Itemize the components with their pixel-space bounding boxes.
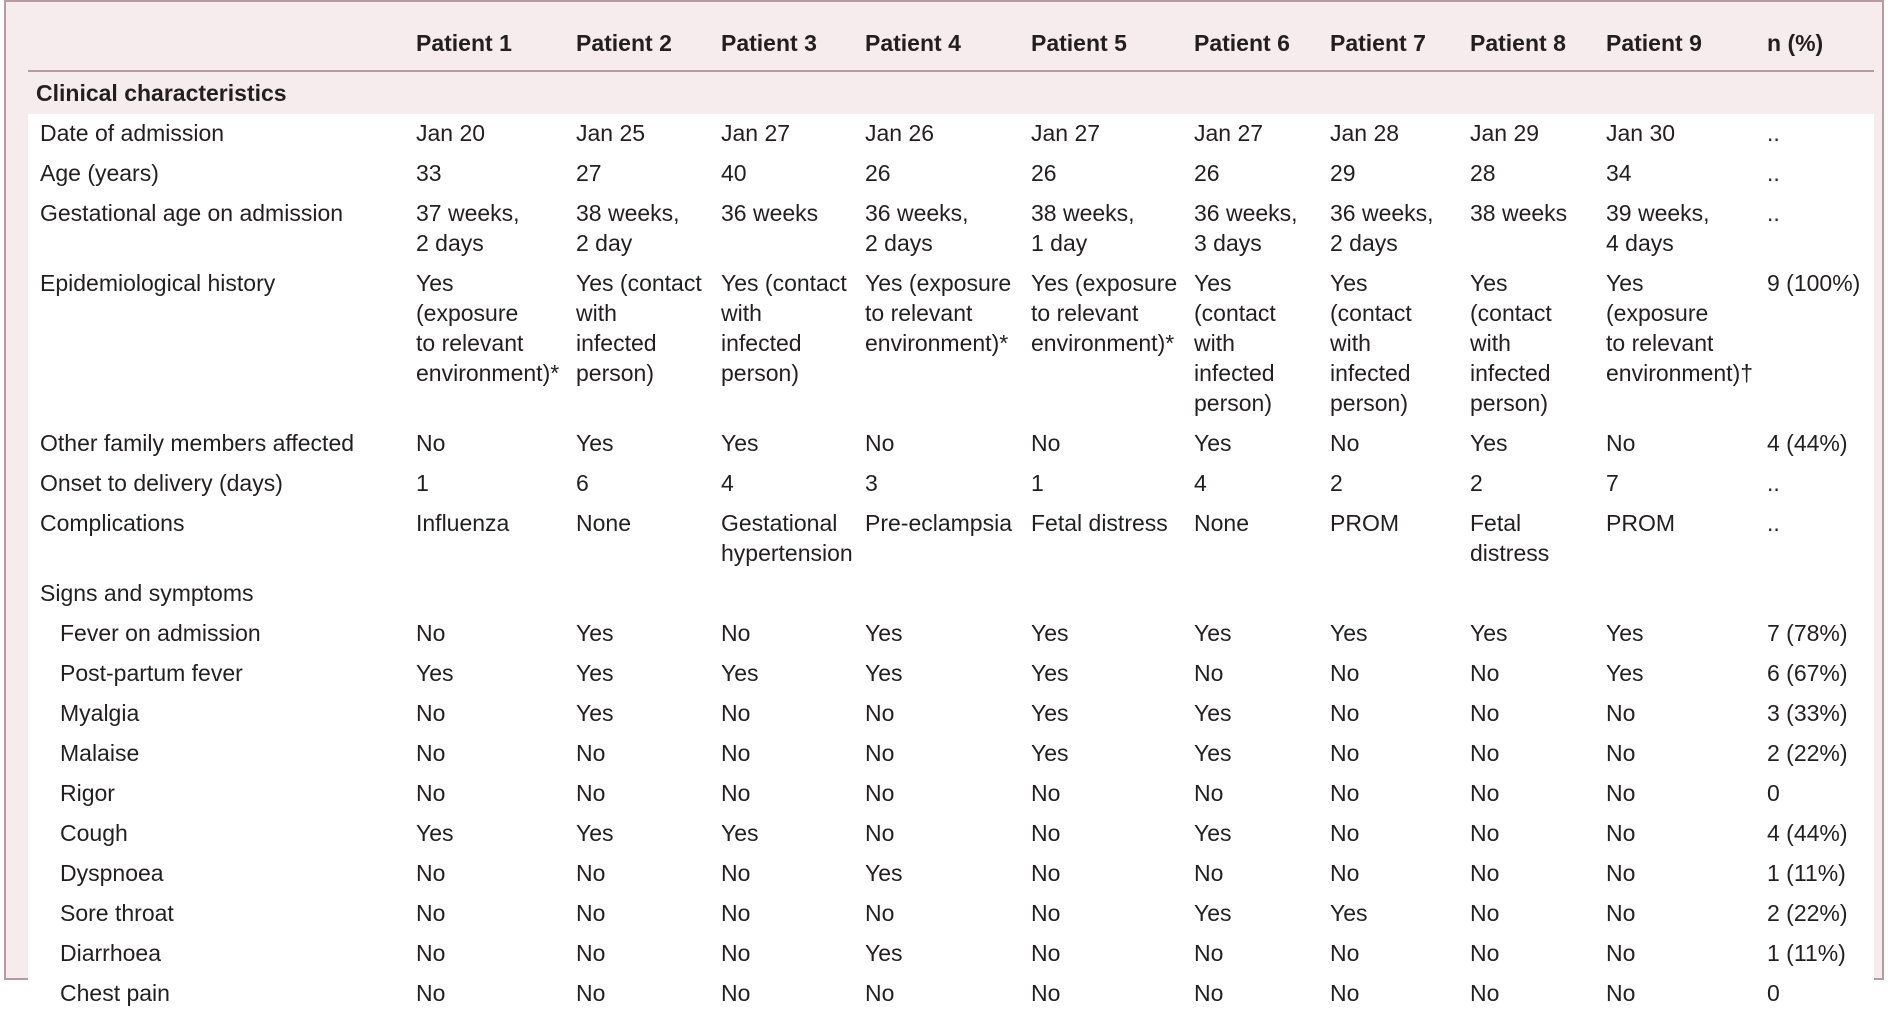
column-header: Patient 6 [1186,16,1322,71]
row-label: Other family members affected [28,424,408,464]
table-cell: 3 (33%) [1759,694,1874,734]
table-cell: No [568,974,713,1014]
column-header: Patient 4 [857,16,1023,71]
table-cell: No [1023,854,1186,894]
table-cell: 38 weeks [1462,194,1598,264]
table-cell: 37 weeks, 2 days [408,194,568,264]
table-cell: 2 (22%) [1759,734,1874,774]
table-cell: 1 [1023,464,1186,504]
table-cell: 36 weeks [713,194,857,264]
table-cell [1322,574,1462,614]
table-cell: No [713,734,857,774]
table-cell: 29 [1322,154,1462,194]
row-label: Post-partum fever [28,654,408,694]
table-cell: 4 (44%) [1759,424,1874,464]
table-cell: 6 (67%) [1759,654,1874,694]
table-cell: Yes [1186,814,1322,854]
table-cell: No [857,814,1023,854]
table-cell: No [713,934,857,974]
table-cell: No [1598,424,1759,464]
table-cell: 7 [1598,464,1759,504]
table-cell: Yes [713,424,857,464]
table-cell: Pre-eclampsia [857,504,1023,574]
table-cell: Jan 30 [1598,114,1759,154]
table-cell: No [1462,774,1598,814]
table-cell: No [713,774,857,814]
table-cell: 26 [1023,154,1186,194]
table-cell: No [1322,934,1462,974]
table-cell: Yes [1023,614,1186,654]
table-cell: Jan 29 [1462,114,1598,154]
table-cell: No [1598,814,1759,854]
table-row [28,194,1874,264]
row-label: Fever on admission [28,614,408,654]
table-cell: Yes (contact with infected person) [1462,264,1598,424]
column-header: Patient 8 [1462,16,1598,71]
table-row [28,934,1874,974]
table-cell: No [568,894,713,934]
row-label: Onset to delivery (days) [28,464,408,504]
column-header: Patient 2 [568,16,713,71]
column-header: Patient 9 [1598,16,1759,71]
table-cell: No [1023,894,1186,934]
column-header: n (%) [1759,16,1874,71]
table-cell: No [713,614,857,654]
column-header: Patient 3 [713,16,857,71]
table-cell: No [408,854,568,894]
table-cell: No [857,774,1023,814]
table-cell: Yes [1462,614,1598,654]
table-cell: No [857,974,1023,1014]
table-row [28,114,1874,154]
table-cell: No [408,774,568,814]
row-label: Chest pain [28,974,408,1014]
table-row [28,774,1874,814]
table-cell: Yes [568,654,713,694]
table-page [4,0,1884,1006]
table-cell: No [857,734,1023,774]
table-cell: Yes (exposure to relevant environment)* [408,264,568,424]
row-label: Sore throat [28,894,408,934]
table-cell: Yes [1186,894,1322,934]
section-row [28,71,1874,114]
table-cell: No [568,854,713,894]
table-cell: No [1322,734,1462,774]
table-cell: Yes [408,654,568,694]
table-cell: 4 [713,464,857,504]
table-cell: Fetal distress [1023,504,1186,574]
table-cell [1462,574,1598,614]
table-cell: Jan 26 [857,114,1023,154]
column-header: Patient 1 [408,16,568,71]
table-row [28,614,1874,654]
table-cell: Yes [1322,894,1462,934]
table-cell: No [1462,814,1598,854]
table-cell: 39 weeks, 4 days [1598,194,1759,264]
table-cell [568,574,713,614]
table-row [28,264,1874,424]
table-cell: 36 weeks, 3 days [1186,194,1322,264]
table-cell: No [713,854,857,894]
table-cell: Gestational hypertension [713,504,857,574]
table-cell: Yes [1023,654,1186,694]
table-cell: Yes [1462,424,1598,464]
table-cell: No [1598,974,1759,1014]
table-cell: Yes (exposure to relevant environment)* [857,264,1023,424]
table-cell: No [857,424,1023,464]
clinical-table [28,16,1874,1014]
table-cell: No [1598,694,1759,734]
table-cell: Yes [857,614,1023,654]
table-cell: 27 [568,154,713,194]
table-cell: 2 [1322,464,1462,504]
table-row [28,464,1874,504]
table-cell: No [713,974,857,1014]
table-cell [1598,574,1759,614]
table-cell: No [1598,894,1759,934]
row-label: Rigor [28,774,408,814]
table-row [28,504,1874,574]
table-cell: Yes [857,654,1023,694]
table-cell: No [1322,424,1462,464]
table-cell: No [713,694,857,734]
table-cell: No [1322,654,1462,694]
table-cell: No [408,934,568,974]
table-cell: 7 (78%) [1759,614,1874,654]
table-cell: Yes [1023,694,1186,734]
column-header: Patient 5 [1023,16,1186,71]
table-cell: PROM [1322,504,1462,574]
table-cell: Jan 20 [408,114,568,154]
table-cell: No [1186,774,1322,814]
table-cell: No [1023,814,1186,854]
table-cell: 4 (44%) [1759,814,1874,854]
table-cell: No [408,894,568,934]
table-cell: 9 (100%) [1759,264,1874,424]
table-row [28,974,1874,1014]
table-cell: Yes [1598,614,1759,654]
table-cell [408,574,568,614]
table-cell: 36 weeks, 2 days [1322,194,1462,264]
table-cell: No [1462,854,1598,894]
table-row [28,424,1874,464]
table-cell: 2 [1462,464,1598,504]
table-cell: No [568,934,713,974]
table-cell: 6 [568,464,713,504]
table-cell: Yes [1186,734,1322,774]
row-label: Malaise [28,734,408,774]
table-row [28,694,1874,734]
table-cell: 1 (11%) [1759,854,1874,894]
table-cell: 26 [1186,154,1322,194]
table-cell: No [1322,974,1462,1014]
table-cell: No [1462,894,1598,934]
table-cell [1186,574,1322,614]
row-label: Cough [28,814,408,854]
table-cell [1023,574,1186,614]
table-cell: No [568,734,713,774]
table-cell: 0 [1759,974,1874,1014]
table-cell: No [713,894,857,934]
table-cell: No [1322,774,1462,814]
table-cell: No [1462,734,1598,774]
table-cell: 4 [1186,464,1322,504]
table-cell: 34 [1598,154,1759,194]
table-cell: Jan 27 [713,114,857,154]
row-label: Complications [28,504,408,574]
table-cell: No [1023,934,1186,974]
table-header-row [28,16,1874,71]
table-cell: No [1023,424,1186,464]
row-label: Date of admission [28,114,408,154]
table-cell: Jan 27 [1186,114,1322,154]
table-cell: No [1598,854,1759,894]
table-cell: 1 (11%) [1759,934,1874,974]
table-row [28,854,1874,894]
table-cell: No [1462,654,1598,694]
table-cell: No [857,694,1023,734]
table-cell: 38 weeks, 1 day [1023,194,1186,264]
table-cell: No [1186,854,1322,894]
table-cell: .. [1759,504,1874,574]
table-cell: Yes [713,654,857,694]
table-row [28,654,1874,694]
table-row [28,154,1874,194]
table-cell: 33 [408,154,568,194]
table-cell: Yes [1186,694,1322,734]
table-cell: Yes [408,814,568,854]
table-cell: No [1462,934,1598,974]
table-row [28,574,1874,614]
table-cell: None [568,504,713,574]
table-cell: PROM [1598,504,1759,574]
table-cell: No [1023,774,1186,814]
table-cell: No [857,894,1023,934]
table-cell: No [1462,974,1598,1014]
table-cell [1759,574,1874,614]
table-cell: 38 weeks, 2 day [568,194,713,264]
row-label: Gestational age on admission [28,194,408,264]
table-cell: Yes [568,614,713,654]
table-cell: No [408,694,568,734]
table-cell: No [1186,934,1322,974]
table-cell: 1 [408,464,568,504]
table-cell: No [1598,734,1759,774]
table-cell: Jan 28 [1322,114,1462,154]
table-cell: Yes [568,424,713,464]
table-cell: Yes [857,854,1023,894]
table-cell: 2 (22%) [1759,894,1874,934]
table-cell: No [1598,934,1759,974]
table-cell: .. [1759,114,1874,154]
table-cell: Yes (exposure to relevant environment)† [1598,264,1759,424]
table-cell: No [1186,974,1322,1014]
table-cell: Yes [568,814,713,854]
table-cell: Yes (contact with infected person) [1322,264,1462,424]
table-cell: No [1322,814,1462,854]
section-title: Clinical characteristics [28,71,1874,114]
table-cell: Yes [1322,614,1462,654]
table-cell: Yes [568,694,713,734]
table-cell: 36 weeks, 2 days [857,194,1023,264]
table-cell: Influenza [408,504,568,574]
table-cell: No [568,774,713,814]
row-label: Diarrhoea [28,934,408,974]
table-cell: Yes [1186,424,1322,464]
table-cell: 40 [713,154,857,194]
table-cell: .. [1759,194,1874,264]
table-cell: No [1322,694,1462,734]
table-cell: .. [1759,464,1874,504]
column-header: Patient 7 [1322,16,1462,71]
table-cell: No [408,734,568,774]
row-label: Age (years) [28,154,408,194]
row-label: Signs and symptoms [28,574,408,614]
table-cell: No [1186,654,1322,694]
table-cell: No [1322,854,1462,894]
table-row [28,894,1874,934]
table-cell: 28 [1462,154,1598,194]
table-cell: 26 [857,154,1023,194]
row-label: Epidemiological history [28,264,408,424]
row-label: Myalgia [28,694,408,734]
table-cell: Yes (contact with infected person) [713,264,857,424]
table-cell: Yes [713,814,857,854]
table-cell: 3 [857,464,1023,504]
header-label-column [28,16,408,71]
table-cell: No [408,424,568,464]
table-cell: 0 [1759,774,1874,814]
row-label: Dyspnoea [28,854,408,894]
table-cell: Fetal distress [1462,504,1598,574]
table-cell [857,574,1023,614]
table-row [28,814,1874,854]
table-cell: None [1186,504,1322,574]
table-cell: Yes (contact with infected person) [568,264,713,424]
table-cell [713,574,857,614]
table-cell: Yes (exposure to relevant environment)* [1023,264,1186,424]
table-cell: Yes (contact with infected person) [1186,264,1322,424]
table-cell: Yes [1598,654,1759,694]
table-cell: .. [1759,154,1874,194]
table-cell: Jan 27 [1023,114,1186,154]
table-row [28,734,1874,774]
table-cell: Yes [1186,614,1322,654]
table-cell: Yes [857,934,1023,974]
table-cell: No [408,614,568,654]
table-cell: No [408,974,568,1014]
table-cell: No [1023,974,1186,1014]
table-cell: No [1462,694,1598,734]
table-cell: Yes [1023,734,1186,774]
table-cell: No [1598,774,1759,814]
table-cell: Jan 25 [568,114,713,154]
